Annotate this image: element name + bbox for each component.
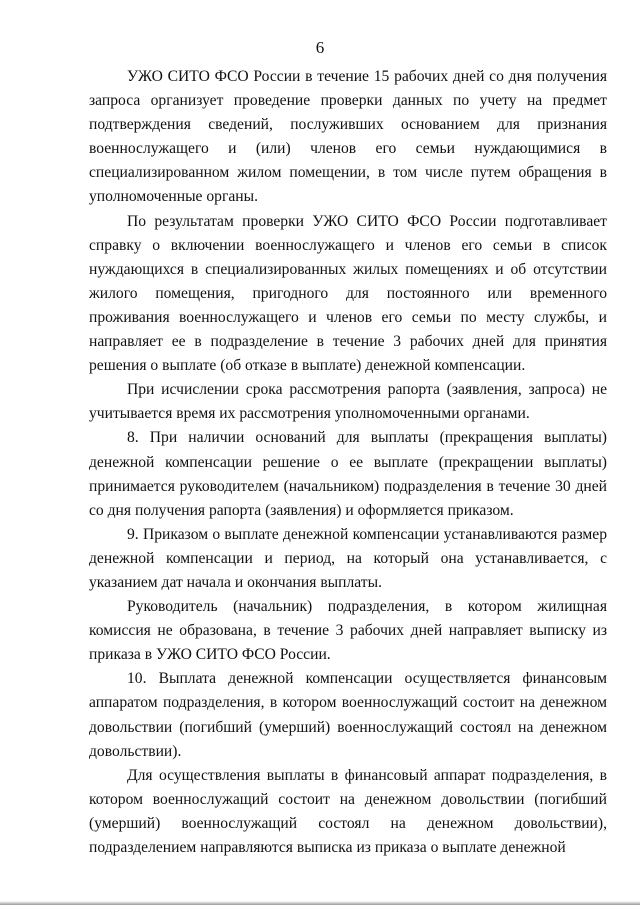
paragraph-term-calculation: При исчислении срока рассмотрения рапорта (заявления, запроса) не учитывается время их рассмотрения уполномоченными органами. — [89, 381, 607, 423]
page-number: 6 — [315, 38, 325, 57]
paragraph-item-10: 10. Выплата денежной компенсации осуществляется финансовым аппаратом подразделения, в котором военнослужащий состоит на денежном довольствии (погибший (умерший) военнослужащий состоял на денежном довольствии). — [89, 670, 607, 760]
paragraph-verification-results: По результатам проверки УЖО СИТО ФСО России подготавливает справку о включении военнослужащего и членов его семьи в список нуждающихся в специализированных жилых помещениях и об отсутствии жилого помещения, пригодного для постоянного или временного проживания военнослужащего и членов его семьи по месту службы, и направляет ее в подразделение в течение 3 рабочих дней для принятия решения о выплате (об отказе в выплате) денежной компенсации. — [89, 212, 607, 375]
paragraph-verification-request: УЖО СИТО ФСО России в течение 15 рабочих дней со дня получения запроса организует проведение проверки данных по учету на предмет подтверждения сведений, послуживших основанием для признания военнослужащего и (или) членов его семьи нуждающимися в специализированном жилом помещении, в том числе путем обращения в уполномоченные органы. — [89, 68, 607, 206]
paragraph-extract-submission: Руководитель (начальник) подразделения, в котором жилищная комиссия не образована, в течение 3 рабочих дней направляет выписку из приказа в УЖО СИТО ФСО России. — [89, 598, 607, 664]
paragraph-item-9: 9. Приказом о выплате денежной компенсации устанавливаются размер денежной компенсации и период, на который она устанавливается, с указанием дат начала и окончания выплаты. — [89, 525, 607, 591]
page-bottom-edge — [0, 901, 640, 905]
paragraph-item-8: 8. При наличии оснований для выплаты (прекращения выплаты) денежной компенсации решение о ее выплате (прекращении выплаты) принимается руководителем (начальником) подразделения в течение 30 дней со дня получения рапорта (заявления) и оформляется приказом. — [89, 429, 607, 519]
paragraph-payment-documents: Для осуществления выплаты в финансовый аппарат подразделения, в котором военнослужащий состоит на денежном довольствии (погибший (умерший) военнослужащий состоял на денежном довольствии), подразделением направляются выписка из приказа о выплате денежной — [89, 766, 607, 856]
document-body — [89, 65, 607, 860]
